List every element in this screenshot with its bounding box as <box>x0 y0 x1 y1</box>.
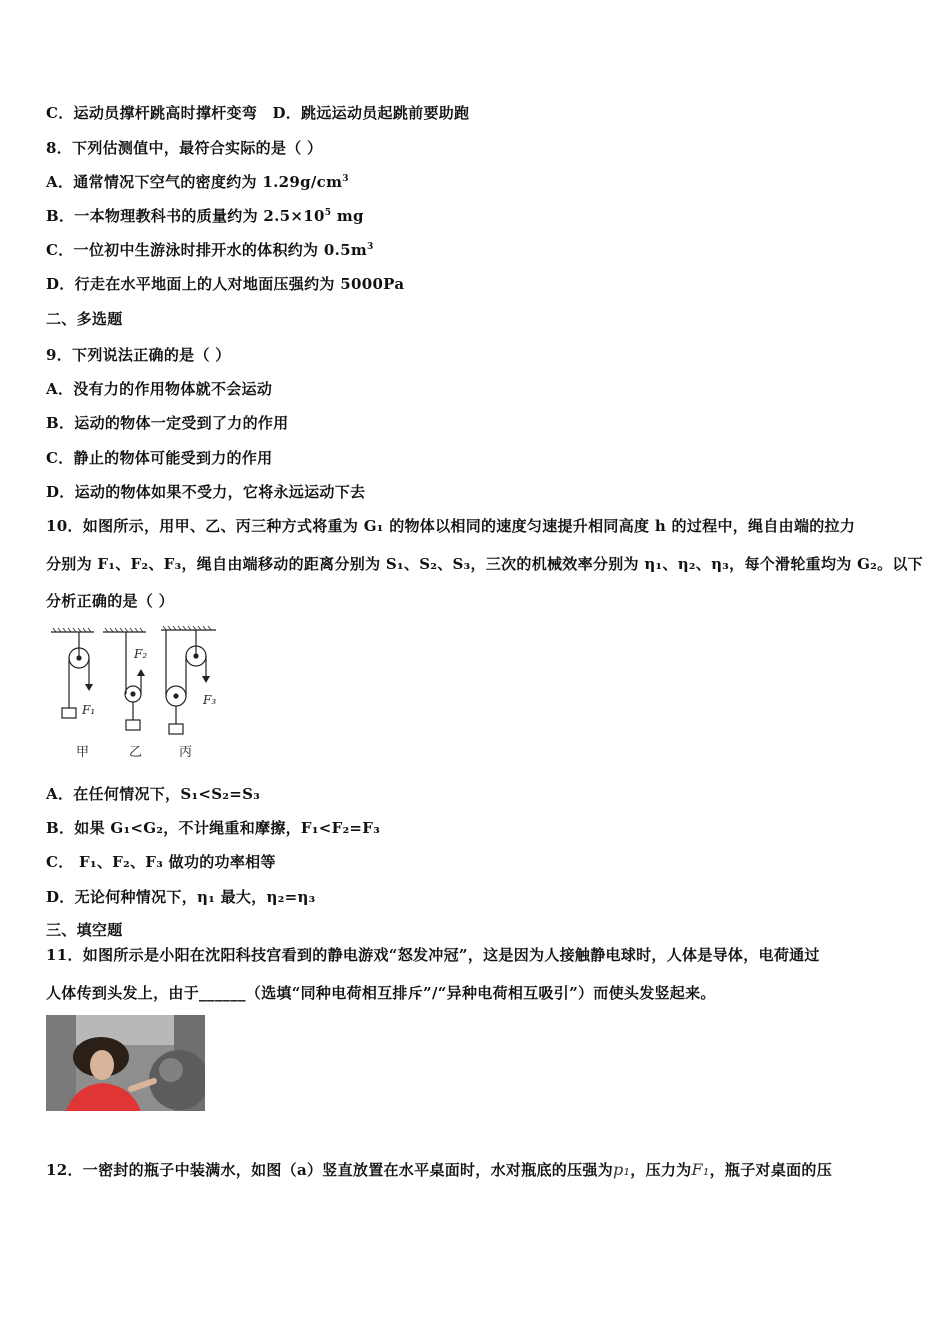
q9-option-a: A．没有力的作用物体就不会运动 <box>46 380 273 398</box>
q10-option-b: B．如果 G₁<G₂，不计绳重和摩擦，F₁<F₂=F₃ <box>46 819 381 837</box>
label-bing: 丙 <box>179 744 193 759</box>
q7-options-cd: C．运动员撑杆跳高时撑杆变弯 D．跳远运动员起跳前要助跑 <box>46 104 470 122</box>
q8-option-d: D．行走在水平地面上的人对地面压强约为 5000Pa <box>46 275 405 293</box>
question-8: 8．下列估测值中，最符合实际的是（ ） <box>46 139 323 157</box>
q9-option-d: D．运动的物体如果不受力，它将永远运动下去 <box>46 483 366 501</box>
question-9: 9．下列说法正确的是（ ） <box>46 346 231 364</box>
q9-option-c: C．静止的物体可能受到力的作用 <box>46 449 273 467</box>
label-jia: 甲 <box>76 744 90 759</box>
question-12-line-1: 12．一密封的瓶子中装满水，如图（a）竖直放置在水平桌面时，水对瓶底的压强为p₁，压力为F₁，瓶子对桌面的压 <box>46 1160 832 1179</box>
section-fill-in: 三、填空题 <box>46 921 123 939</box>
question-10-line-3: 分析正确的是（ ） <box>46 592 174 610</box>
question-10-line-2: 分别为 F₁、F₂、F₃，绳自由端移动的距离分别为 S₁、S₂、S₃，三次的机械效率分别为 η₁、η₂、η₃，每个滑轮重均为 G₂。以下 <box>46 555 923 573</box>
q8-option-c: C．一位初中生游泳时排开水的体积约为 $0.5m^3$ <box>46 241 374 259</box>
question-11-line-2: 人体传到头发上，由于______（选填“同种电荷相互排斥”/“异种电荷相互吸引”）而使头发竖起来。 <box>46 984 716 1002</box>
label-f3: F₃ <box>203 693 217 707</box>
label-f1: F₁ <box>82 703 96 717</box>
question-10-line-1: 10．如图所示，用甲、乙、丙三种方式将重为 G₁ 的物体以相同的速度匀速提升相同高度 h 的过程中，绳自由端的拉力 <box>46 517 856 535</box>
label-yi: 乙 <box>129 744 143 759</box>
pulley-diagram <box>46 624 226 764</box>
q10-option-c: C． F₁、F₂、F₃ 做功的功率相等 <box>46 853 276 871</box>
q8-option-a: A．通常情况下空气的密度约为 $1.29g/cm^3$ <box>46 173 349 191</box>
section-multiple-choice: 二、多选题 <box>46 310 123 328</box>
q10-option-a: A．在任何情况下，S₁<S₂=S₃ <box>46 785 261 803</box>
static-electricity-photo <box>46 1015 205 1111</box>
label-f2: F₂ <box>134 647 148 661</box>
symbol-p1: p₁ <box>613 1160 631 1179</box>
symbol-F1: F₁ <box>691 1160 710 1179</box>
question-11-line-1: 11．如图所示是小阳在沈阳科技宫看到的静电游戏“怒发冲冠”，这是因为人接触静电球时，人体是导体，电荷通过 <box>46 946 820 964</box>
q8-option-b: B．一本物理教科书的质量约为 $2.5\times 10^5$ mg <box>46 207 364 225</box>
q9-option-b: B．运动的物体一定受到了力的作用 <box>46 414 289 432</box>
q10-option-d: D．无论何种情况下，η₁ 最大，η₂=η₃ <box>46 888 316 906</box>
